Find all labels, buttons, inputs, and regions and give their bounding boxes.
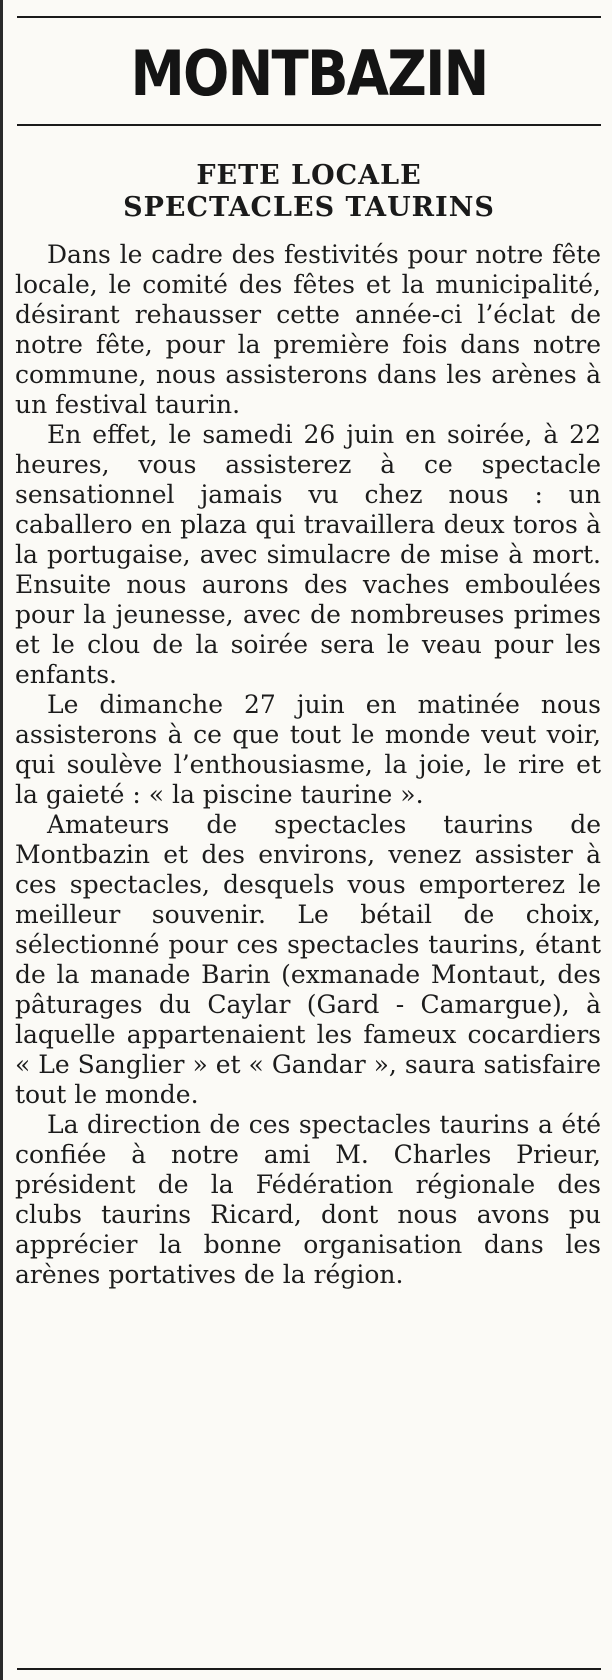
paragraph-5: La direction de ces spectacles taurins a été confiée à notre ami M. Charles Prieur, président de la Fédération régionale des clubs taurins Ricard, dont nous avons pu apprécier la bonne organisation dans les arènes portatives de la région.	[15, 1110, 601, 1289]
paragraph-3: Le dimanche 27 juin en matinée nous assisterons à ce que tout le monde veut voir, qui soulève l’enthousiasme, la joie, le rire et la gaieté : « la piscine taurine ».	[15, 690, 601, 809]
paragraph-2: En effet, le samedi 26 juin en soirée, à 22 heures, vous assisterez à ce spectacle sensationnel jamais vu chez nous : un caballero en plaza qui travaillera deux toros à la portugaise, avec simulacre de mise à mort. Ensuite nous aurons des vaches emboulées pour la jeunesse, avec de nombreuses primes et le clou de la soirée sera le veau pour les enfants.	[15, 420, 601, 689]
paragraph-4: Amateurs de spectacles taurins de Montbazin et des environs, venez assister à ces spectacles, desquels vous emporterez le meilleur souvenir. Le bétail de choix, sélectionné pour ces spectacles taurins, étant de la manade Barin (exmanade Montaut, des pâturages du Caylar (Gard - Camargue), à laquelle appartenaient les fameux cocardiers « Le Sanglier » et « Gandar », saura satisfaire tout le monde.	[15, 810, 601, 1109]
article-body	[15, 240, 601, 1290]
paragraph-1: Dans le cadre des festivités pour notre fête locale, le comité des fêtes et la municipalité, désirant rehausser cette année-ci l’éclat de notre fête, pour la première fois dans notre commune, nous assisterons dans les arènes à un festival taurin.	[15, 240, 601, 419]
subhead-line-2: SPECTACLES TAURINS	[123, 192, 495, 223]
headline-rule	[17, 124, 601, 126]
bottom-rule	[17, 1668, 601, 1670]
headline: MONTBAZIN	[130, 37, 488, 110]
subhead-line-1: FETE LOCALE	[196, 160, 422, 191]
subhead	[3, 160, 612, 224]
top-rule	[17, 16, 601, 18]
